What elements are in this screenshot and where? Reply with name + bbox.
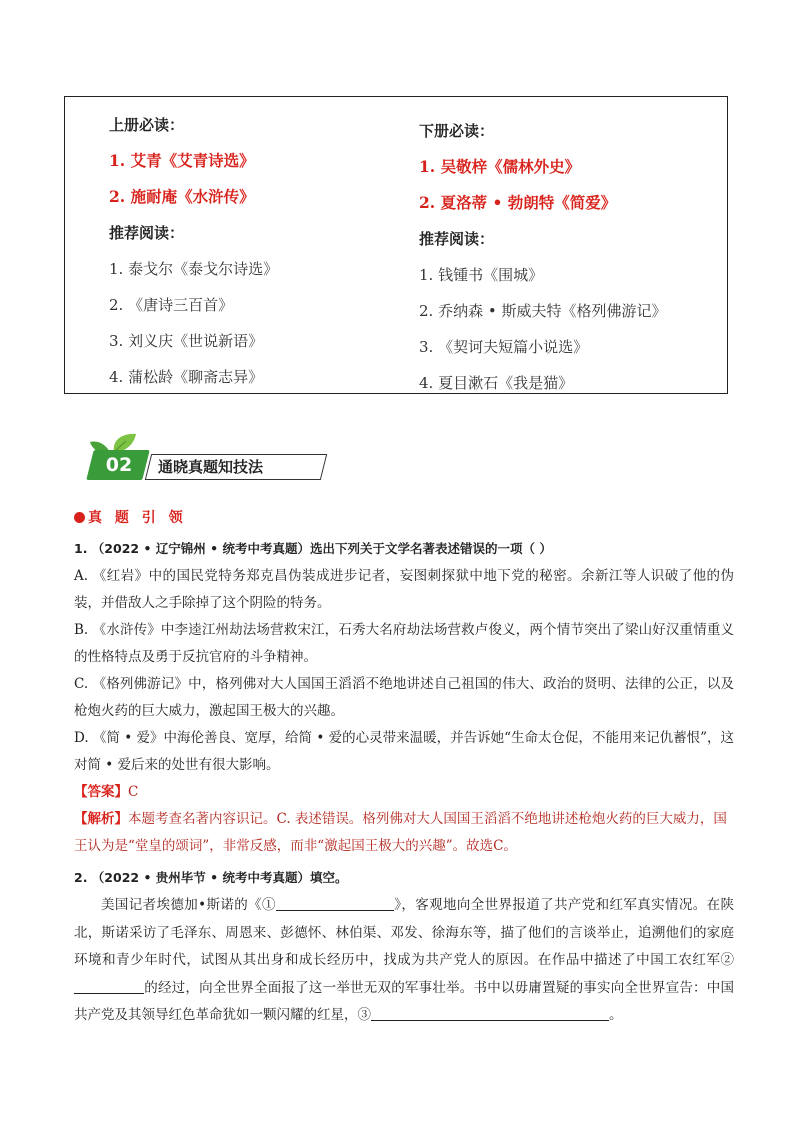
section-title: 通晓真题知技法 — [158, 458, 264, 476]
lower-recommended-item: 2. 乔纳森 • 斯威夫特《格列佛游记》 — [419, 302, 667, 320]
lower-recommended-heading: 推荐阅读： — [419, 230, 495, 248]
question-2-passage — [74, 892, 734, 1030]
section-banner — [84, 430, 334, 480]
guide-heading — [74, 505, 734, 531]
upper-required-item: 1. 艾青《艾青诗选》 — [109, 151, 255, 170]
lower-required-heading: 下册必读： — [419, 122, 495, 140]
question-1-stem: 1. （2022 • 辽宁锦州 • 统考中考真题）选出下列关于文学名著表述错误的一项（ ） — [74, 541, 552, 556]
upper-required-heading: 上册必读： — [109, 116, 185, 134]
upper-recommended-item: 4. 蒲松龄《聊斋志异》 — [109, 368, 264, 386]
upper-required-item: 2. 施耐庵《水浒传》 — [109, 187, 255, 206]
analysis-tag: 【解析】 — [74, 811, 128, 827]
upper-recommended-item: 2. 《唐诗三百首》 — [109, 296, 234, 314]
option-a: A. 《红岩》中的国民党特务郑克昌伪装成进步记者，妄图刺探狱中地下党的秘密。余新江等人识破了他的伪装，并借敌人之手除掉了这个阴险的特务。 — [74, 568, 734, 611]
lower-volume-column — [419, 113, 719, 401]
option-d: D. 《简 • 爱》中海伦善良、宽厚，给简 • 爱的心灵带来温暖，并告诉她“生命太仓促，不能用来记仇蓄恨”，这对简 • 爱后来的处世有很大影响。 — [74, 730, 734, 773]
passage-text: 的经过，向全世界全面报了这一举世无双的军事壮举。书中以毋庸置疑的事实向全世界宣告：中国共产党及其领导红色革命犹如一颗闪耀的红星，③ — [74, 979, 734, 1023]
upper-recommended-item: 1. 泰戈尔《泰戈尔诗选》 — [109, 260, 279, 278]
upper-recommended-item: 3. 刘义庆《世说新语》 — [109, 332, 264, 350]
answer-line — [74, 779, 734, 806]
lower-required-item: 2. 夏洛蒂 • 勃朗特《简爱》 — [419, 193, 617, 212]
answer-value: C — [128, 784, 139, 800]
section-number: 02 — [105, 454, 133, 476]
option-b: B. 《水浒传》中李逵江州劫法场营救宋江，石秀大名府劫法场营救卢俊义，两个情节突出了梁山好汉重情重义的性格特点及勇于反抗官府的斗争精神。 — [74, 622, 734, 665]
lower-recommended-item: 4. 夏目漱石《我是猫》 — [419, 374, 574, 392]
blank-3[interactable] — [371, 1003, 609, 1021]
option-c: C. 《格列佛游记》中，格列佛对大人国国王滔滔不绝地讲述自己祖国的伟大、政治的贤明、法律的公正，以及枪炮火药的巨大威力，激起国王极大的兴趣。 — [74, 676, 734, 719]
lower-recommended-item: 3. 《契诃夫短篇小说选》 — [419, 338, 589, 356]
analysis-text: 本题考查名著内容识记。C. 表述错误。格列佛对大人国国王滔滔不绝地讲述枪炮火药的巨大威力，国王认为是“堂皇的颂词”，非常反感，而非“激起国王极大的兴趣”。故选C。 — [74, 811, 727, 854]
guide-label: 真 题 引 领 — [88, 510, 187, 526]
analysis-paragraph — [74, 806, 734, 860]
blank-2[interactable] — [74, 976, 144, 994]
reading-list-box — [64, 96, 728, 394]
lower-required-item: 1. 吴敬梓《儒林外史》 — [419, 157, 581, 176]
passage-text: 》，客观地向全世界报道了共产党和红军真实情况。在陕北，斯诺采访了毛泽东、周恩来、彭德怀、林伯渠、邓发、徐海东等，描了他们的言谈举止，追溯他们的家庭环境和青少年时代，试图从其出身和成长经历中，找成为共产党人的原因。在作品中描述了中国工农红军② — [74, 897, 735, 968]
lower-recommended-item: 1. 钱锺书《围城》 — [419, 266, 544, 284]
questions-content — [74, 505, 734, 1030]
question-2-stem: 2. （2022 • 贵州毕节 • 统考中考真题）填空。 — [74, 870, 348, 885]
passage-text: 美国记者埃德加•斯诺的《① — [101, 897, 276, 913]
blank-1[interactable] — [276, 893, 394, 911]
passage-text: 。 — [609, 1007, 623, 1023]
upper-volume-column — [109, 107, 389, 395]
answer-tag: 【答案】 — [74, 784, 128, 800]
upper-recommended-heading: 推荐阅读： — [109, 224, 185, 242]
bullet-dot-icon — [74, 512, 85, 523]
